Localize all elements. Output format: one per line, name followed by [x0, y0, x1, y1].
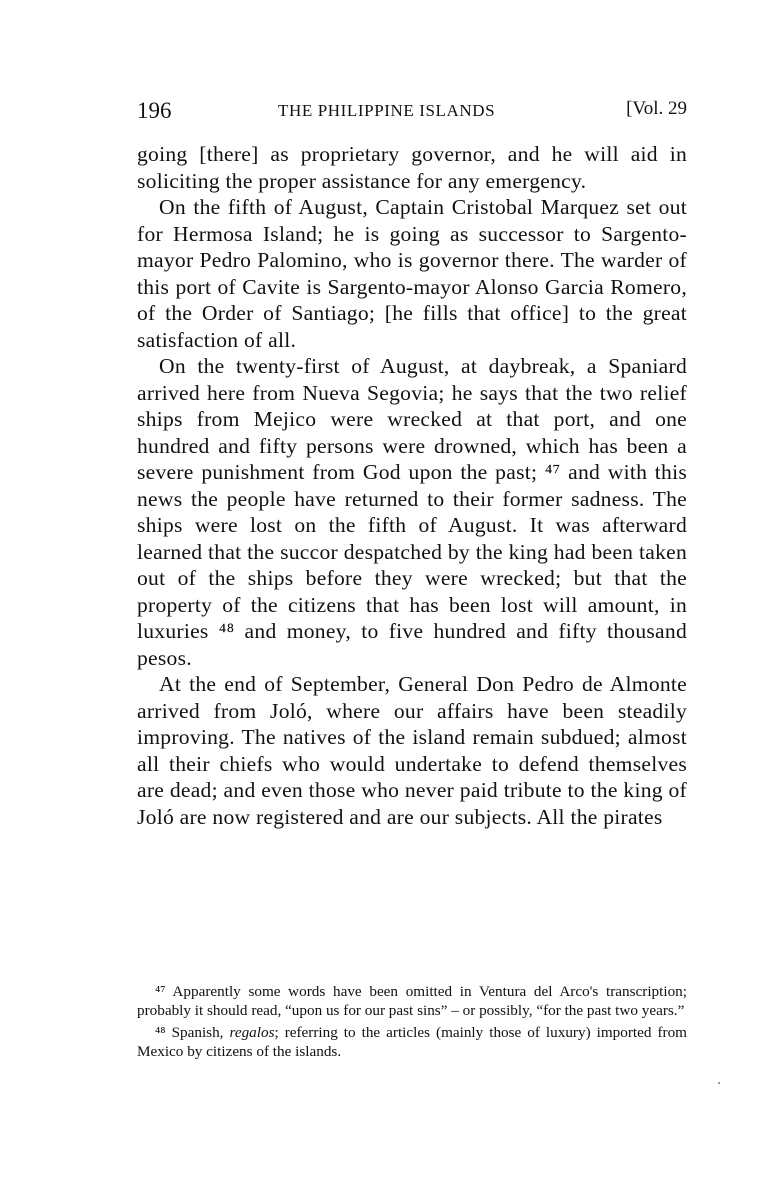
footnote-48 [137, 1023, 687, 1061]
body-text [137, 141, 687, 830]
paragraph: On the twenty-first of August, at daybreak, a Spaniard arrived here from Nueva Segovia; he says that the two relief ships from Mejico were wrecked at that port, and one hundred and fifty persons were drowned, which has been a severe punishment from God upon the past; ⁴⁷ and with this news the people have returned to their former sadness. The ships were lost on the fifth of August. It was afterward learned that the succor despatched by the king had been taken out of the ships before they were wrecked; but that the property of the citizens that has been lost will amount, in luxuries ⁴⁸ and money, to five hundred and fifty thousand pesos. [137, 354, 687, 670]
paper-speck [718, 1082, 720, 1084]
page-header [137, 98, 687, 128]
footnote-48-term: regalos [229, 1024, 275, 1041]
running-title: THE PHILIPPINE ISLANDS [278, 101, 496, 120]
footnote-48-lead: ⁴⁸ Spanish, [155, 1024, 230, 1041]
paragraph: At the end of September, General Don Pedro de Almonte arrived from Joló, where our affairs have been steadily improving. The natives of the island remain subdued; almost all their chiefs who would undertake to defend themselves are dead; and even those who never paid tribute to the king of Joló are now registered and are our subjects. All the pirates [137, 672, 687, 829]
footnote-48-rest: ; referring to the articles (mainly those of luxury) imported from Mexico by citizens of the islands. [137, 1024, 687, 1060]
footnote-47: ⁴⁷ Apparently some words have been omitted in Ventura del Arco's transcription; probably it should read, “upon us for our past sins” – or possibly, “for the past two years.” [137, 983, 687, 1019]
page-number: 196 [137, 98, 172, 123]
volume-label: [Vol. 29 [626, 98, 687, 119]
paragraph: going [there] as proprietary governor, and he will aid in soliciting the proper assistance for any emergency. [137, 142, 687, 193]
paragraph: On the fifth of August, Captain Cristobal Marquez set out for Hermosa Island; he is going as successor to Sargento-mayor Pedro Palomino, who is governor there. The warder of this port of Cavite is Sargento-mayor Alonso Garcia Romero, of the Order of Santiago; [he fills that office] to the great satisfaction of all. [137, 195, 687, 352]
footnotes [137, 982, 687, 1064]
